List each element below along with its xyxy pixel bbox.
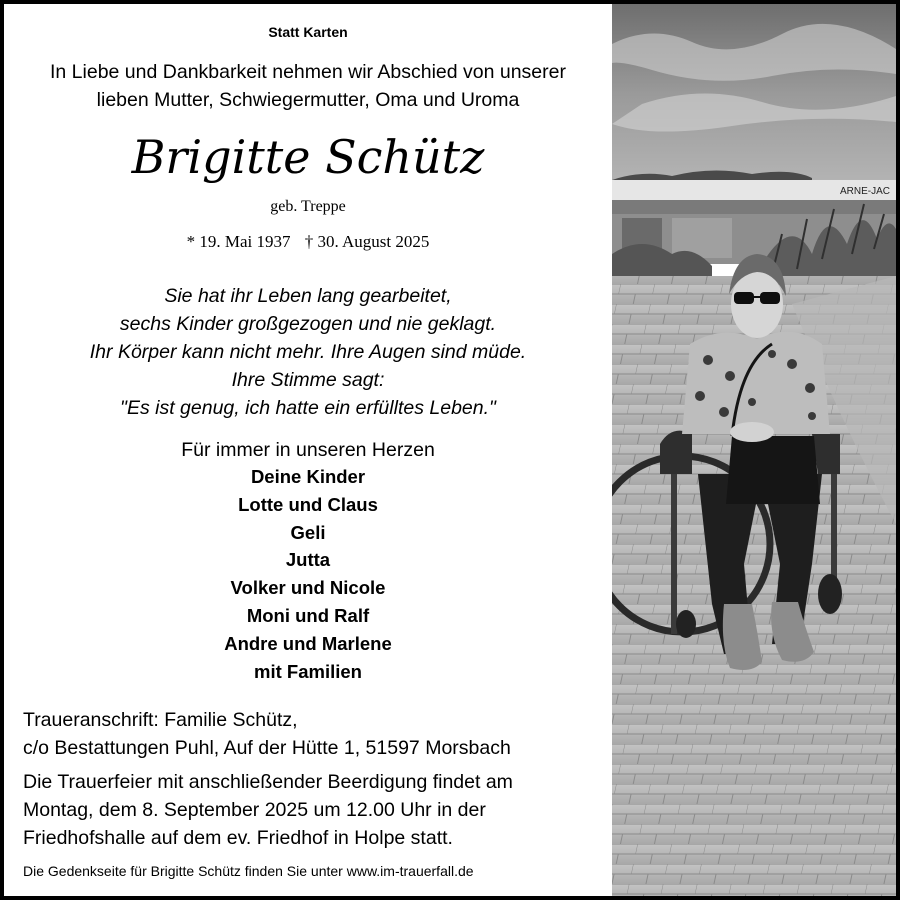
- poem-line: "Es ist genug, ich hatte ein erfülltes Leben.": [120, 397, 496, 419]
- funeral-service-info: [23, 768, 603, 852]
- life-dates: [4, 232, 612, 252]
- poem-line: Ihr Körper kann nicht mehr. Ihre Augen sind müde.: [89, 341, 527, 363]
- family-member: Jutta: [285, 549, 331, 571]
- intro-text: [4, 58, 612, 114]
- poem-line: sechs Kinder großgezogen und nie geklagt.: [119, 313, 497, 335]
- mourning-address: [23, 706, 603, 762]
- poem: [4, 282, 612, 422]
- family-member: Geli: [290, 521, 326, 543]
- family-list: [4, 463, 612, 685]
- intro-line: lieben Mutter, Schwiegermutter, Oma und Uroma: [96, 89, 520, 111]
- address-line: c/o Bestattungen Puhl, Auf der Hütte 1, 51597 Morsbach: [23, 737, 511, 759]
- family-member: Deine Kinder: [250, 466, 366, 487]
- maiden-name: geb. Treppe: [270, 198, 346, 215]
- poem-line: Ihre Stimme sagt:: [231, 369, 385, 391]
- portrait-photo: [612, 4, 896, 896]
- family-member: Andre und Marlene: [224, 632, 392, 654]
- intro-line: In Liebe und Dankbarkeit nehmen wir Abschied von unserer: [50, 61, 566, 83]
- service-line: Friedhofshalle auf dem ev. Friedhof in Holpe statt.: [23, 827, 453, 849]
- family-member: Moni und Ralf: [246, 604, 370, 626]
- service-line: Die Trauerfeier mit anschließender Beerdigung findet am: [23, 771, 513, 793]
- family-member: Lotte und Claus: [238, 493, 378, 515]
- statt-karten-heading: Statt Karten: [268, 24, 348, 40]
- poem-line: Sie hat ihr Leben lang gearbeitet,: [164, 285, 452, 307]
- death-date: † 30. August 2025: [304, 232, 430, 251]
- building-sign-text: ARNE-JAC: [840, 186, 891, 197]
- hearts-line: Für immer in unseren Herzen: [181, 439, 435, 461]
- deceased-name: Brigitte Schütz: [131, 130, 485, 184]
- text-column: [4, 4, 612, 896]
- service-line: Montag, dem 8. September 2025 um 12.00 Uhr in der: [23, 799, 486, 821]
- birth-date: * 19. Mai 1937: [186, 232, 291, 251]
- memorial-website-note: Die Gedenkseite für Brigitte Schütz finden Sie unter www.im-trauerfall.de: [23, 863, 474, 879]
- family-member: mit Familien: [254, 660, 362, 682]
- address-line: Traueranschrift: Familie Schütz,: [23, 709, 298, 731]
- family-member: Volker und Nicole: [230, 577, 386, 599]
